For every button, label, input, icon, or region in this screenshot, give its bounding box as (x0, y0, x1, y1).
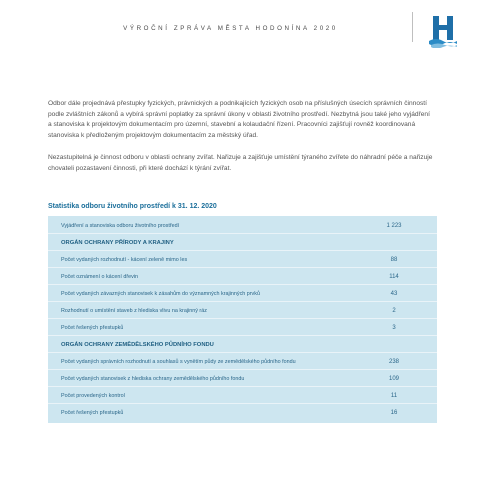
table-row (48, 354, 437, 370)
row-label: Počet oznámení o kácení dřevin (61, 273, 139, 280)
statistics-table (48, 216, 437, 423)
row-value: 11 (390, 392, 398, 399)
section-label: ORGÁN OCHRANY PŘÍRODY A KRAJINY (61, 239, 174, 246)
row-label: Počet vydaných stanovisek z hlediska ochrany zemědělského půdního fondu (61, 375, 245, 382)
row-value: 238 (388, 358, 399, 365)
row-value: 88 (390, 256, 398, 263)
table-row (48, 269, 437, 285)
row-value: 43 (390, 290, 398, 297)
intro-paragraph: Odbor dále projednává přestupky fyzických, právnických a podnikajících fyzických osob na příslušných úsecích správních činností podle zvláštních zákonů a vybírá správní poplatky za správní úkony v oblasti životního prostředí. Nezbytná jsou také jeho vyjádření a stanoviska k projektovým dokumentacím pro územní, stavební a kolaudační řízení. Pracovníci zajišťují rovněž koordinovaná stanoviska k předloženým projektovým dokumentacím za městský úřad. (48, 100, 430, 139)
row-value: 114 (389, 273, 399, 280)
row-label: Počet řešených přestupků (61, 324, 124, 331)
row-value: 3 (392, 324, 396, 331)
animal-protection-paragraph: Nezastupitelná je činnost odboru v oblasti ochrany zvířat. Nařizuje a zajišťuje umístění týraného zvířete do náhradní péče a nařizuje chovateli pozastavení činnosti, při které dochází k týrání zvířat. (48, 154, 433, 172)
table-row (48, 303, 437, 319)
table-row (48, 252, 437, 268)
row-label: Počet provedených kontrol (61, 392, 125, 399)
table-section-header (48, 337, 437, 353)
table-row (48, 371, 437, 387)
statistics-table-title: Statistika odboru životního prostředí k 31. 12. 2020 (48, 203, 217, 210)
row-value: 1 223 (386, 222, 402, 229)
table-row (48, 320, 437, 336)
row-value: 2 (392, 307, 396, 314)
row-label: Počet vydaných závazných stanovisek k zásahům do významných krajinných prvků (61, 290, 260, 297)
table-row (48, 405, 437, 421)
table-section-header (48, 235, 437, 251)
section-label: ORGÁN OCHRANY ZEMĚDĚLSKÉHO PŮDNÍHO FONDU (61, 341, 214, 348)
row-label: Vyjádření a stanoviska odboru životního prostředí (61, 222, 180, 229)
row-label: Počet řešených přestupků (61, 410, 124, 416)
hodonin-h-logo-icon (429, 14, 457, 48)
row-value: 109 (388, 375, 399, 382)
header-divider (412, 12, 413, 42)
row-value: 16 (390, 410, 398, 416)
report-header-title: VÝROČNÍ ZPRÁVA MĚSTA HODONÍNA 2020 (123, 25, 338, 32)
table-row (48, 286, 437, 302)
table-row (48, 218, 437, 234)
row-label: Počet vydaných správních rozhodnutí a souhlasů s vynětím půdy ze zemědělského půdního fondu (61, 358, 296, 365)
row-label: Počet vydaných rozhodnutí - kácení zeleně mimo les (61, 256, 188, 263)
table-row (48, 388, 437, 404)
row-label: Rozhodnutí o umístění staveb z hlediska vlivu na krajinný ráz (61, 307, 207, 314)
